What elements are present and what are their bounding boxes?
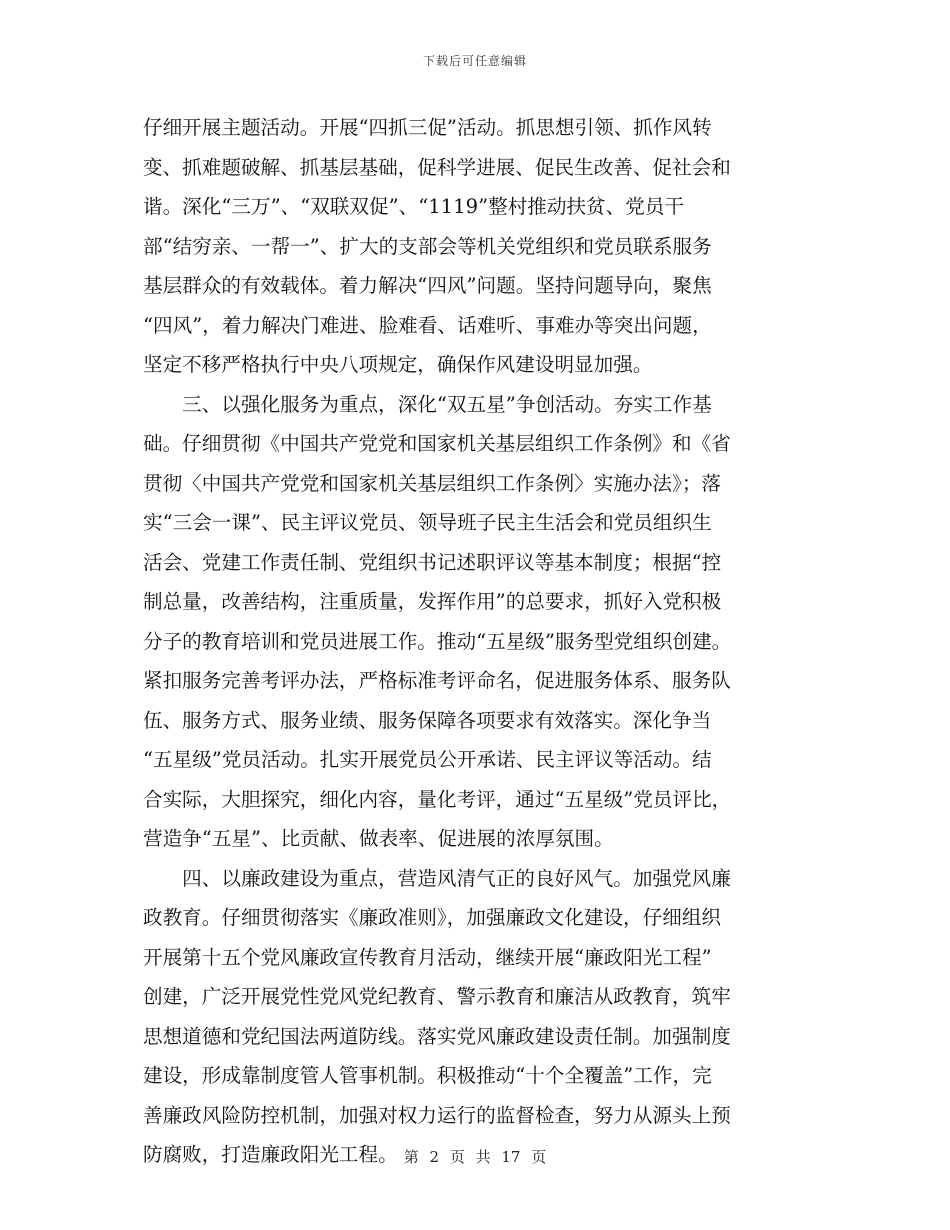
body-line: 三、以强化服务为重点，深化“双五星”争创活动。夯实工作基 [143, 392, 712, 416]
body-line: 部“结穷亲、一帮一”、扩大的支部会等机关党组织和党员联系服务 [143, 234, 712, 258]
body-line: 营造争“五星”、比贡献、做表率、促进展的浓厚氛围。 [143, 827, 614, 850]
body-line: 防腐败，打造廉政阳光工程。 [143, 1143, 398, 1166]
body-line: 创建，广泛开展党性党风党纪教育、警示教育和廉洁从政教育，筑牢 [143, 985, 731, 1008]
body-line: 制总量，改善结构，注重质量，发挥作用”的总要求，抓好入党积极 [143, 590, 722, 613]
body-line: 础。仔细贯彻《中国共产党党和国家机关基层组织工作条例》和《省 [143, 432, 731, 455]
body-line: 善廉政风险防控机制，加强对权力运行的监督检查，努力从源头上预 [143, 1103, 731, 1127]
body-line: 基层群众的有效载体。着力解决“四风”问题。坚持问题导向，聚焦 [143, 274, 712, 297]
body-line: 分子的教育培训和党员进展工作。推动“五星级”服务型党组织创建。 [143, 629, 732, 653]
body-line: 紧扣服务完善考评办法，严格标准考评命名，促进服务体系、服务队 [143, 669, 731, 692]
body-line: 实“三会一课”、民主评议党员、领导班子民主生活会和党员组织生 [143, 511, 712, 534]
body-line: 仔细开展主题活动。开展“四抓三促”活动。抓思想引领、抓作风转 [143, 116, 712, 139]
body-line: 贯彻〈中国共产党党和国家机关基层组织工作条例〉实施办法》；落 [143, 471, 722, 495]
body-line: 开展第十五个党风廉政宣传教育月活动，继续开展“廉政阳光工程” [143, 945, 712, 969]
body-line: “五星级”党员活动。扎实开展党员公开承诺、民主评议等活动。结 [143, 748, 712, 771]
body-line: 变、抓难题破解、抓基层基础，促科学进展、促民生改善、促社会和 [143, 155, 731, 179]
body-line: 合实际，大胆探究，细化内容，量化考评，通过“五星级”党员评比， [143, 787, 732, 811]
page-number-footer: 第 2 页 共 17 页 [403, 1148, 547, 1166]
body-line: 四、以廉政建设为重点，营造风清气正的良好风气。加强党风廉 [143, 866, 731, 890]
page-header: 下载后可任意编辑 [422, 54, 527, 68]
body-line: 谐。深化“三万”、“双联双促”、“1119”整村推动扶贫、党员干 [143, 195, 685, 218]
body-line: 坚定不移严格执行中央八项规定，确保作风建设明显加强。 [143, 353, 653, 376]
body-line: “四风”，着力解决门难进、脸难看、话难听、事难办等突出问题， [143, 313, 712, 337]
body-line: 活会、党建工作责任制、党组织书记述职评议等基本制度；根据“控 [143, 550, 722, 574]
body-line: 伍、服务方式、服务业绩、服务保障各项要求有效落实。深化争当 [143, 708, 712, 732]
body-line: 思想道德和党纪国法两道防线。落实党风廉政建设责任制。加强制度 [143, 1024, 731, 1048]
document-body [143, 108, 811, 1175]
body-line: 政教育。仔细贯彻落实《廉政准则》，加强廉政文化建设，仔细组织 [143, 906, 722, 929]
body-line: 建设，形成靠制度管人管事机制。积极推动“十个全覆盖”工作，完 [143, 1064, 712, 1087]
